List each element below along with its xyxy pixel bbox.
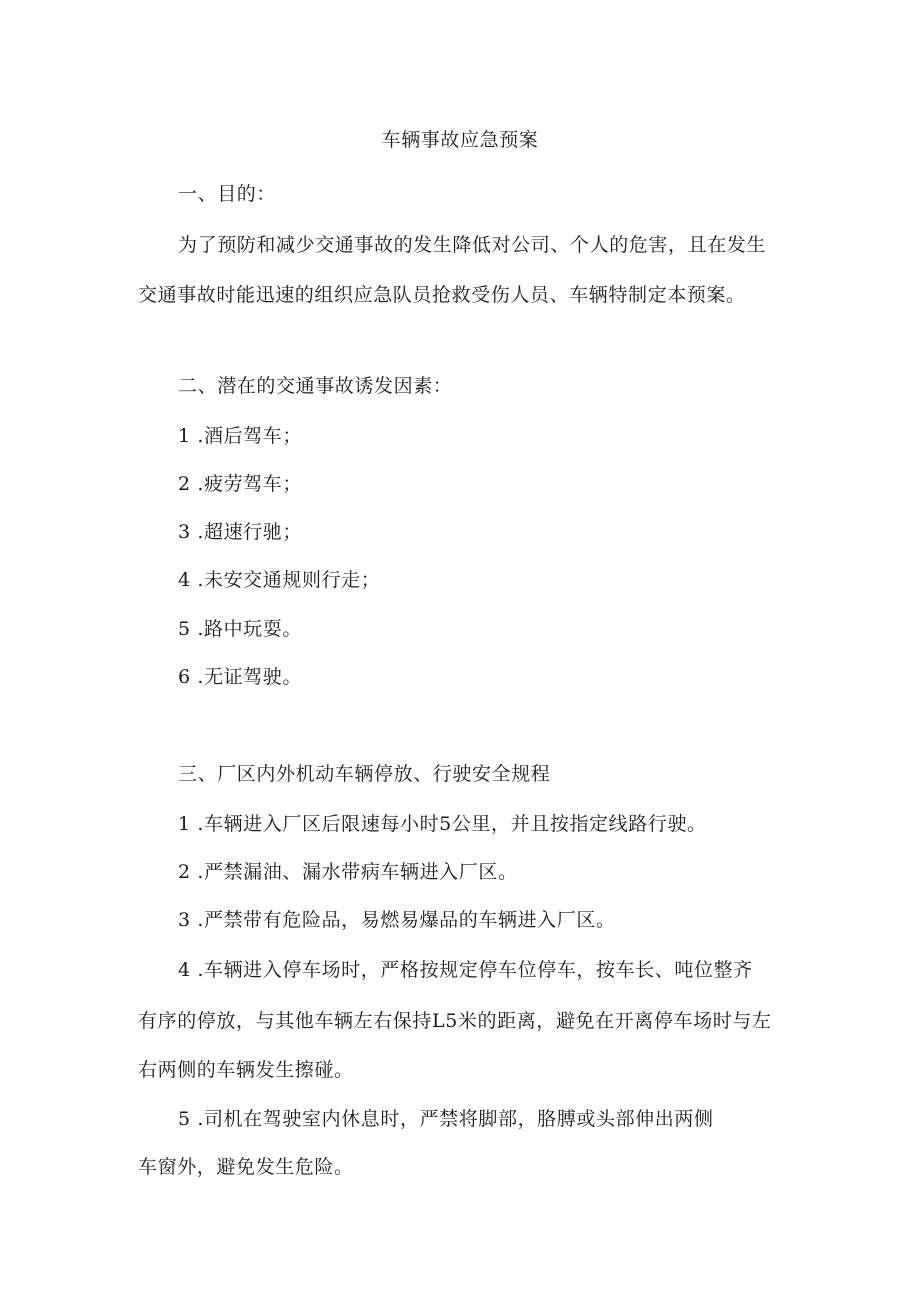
list-item: 2 .疲劳驾车； xyxy=(178,473,302,495)
section1-heading: 一、目的： xyxy=(178,183,277,205)
list-item: 1 .车辆进入厂区后限速每小时5公里，并且按指定线路行驶。 xyxy=(178,813,707,835)
list-item: 4 .未安交通规则行走； xyxy=(178,569,381,591)
section1-paragraph-line: 为了预防和减少交通事故的发生降低对公司、个人的危害，且在发生 xyxy=(178,234,767,256)
list-item: 6 .无证驾驶。 xyxy=(178,666,302,688)
list-item-continuation: 右两侧的车辆发生擦碰。 xyxy=(138,1059,354,1081)
list-item: 2 .严禁漏油、漏水带病车辆进入厂区。 xyxy=(178,861,518,883)
list-item-continuation: 有序的停放，与其他车辆左右保持L5米的距离，避免在开离停车场时与左 xyxy=(138,1010,772,1032)
list-item: 4 .车辆进入停车场时，严格按规定停车位停车，按车长、吨位整齐 xyxy=(178,959,753,981)
list-item: 3 .严禁带有危险品，易燃易爆品的车辆进入厂区。 xyxy=(178,909,616,931)
list-item: 3 .超速行驰； xyxy=(178,521,302,543)
section1-paragraph-line: 交通事故时能迅速的组织应急队员抢救受伤人员、车辆特制定本预案。 xyxy=(138,284,746,306)
list-item: 5 .路中玩耍。 xyxy=(178,618,302,640)
list-item: 1 .酒后驾车； xyxy=(178,425,302,447)
section2-heading: 二、潜在的交通事故诱发因素： xyxy=(178,375,453,397)
section3-heading: 三、厂区内外机动车辆停放、行驶安全规程 xyxy=(178,763,551,785)
list-item: 5 .司机在驾驶室内休息时，严禁将脚部，胳膊或头部伸出两侧 xyxy=(178,1108,714,1130)
list-item-continuation: 车窗外，避免发生危险。 xyxy=(138,1156,354,1178)
document-title: 车辆事故应急预案 xyxy=(381,129,539,151)
